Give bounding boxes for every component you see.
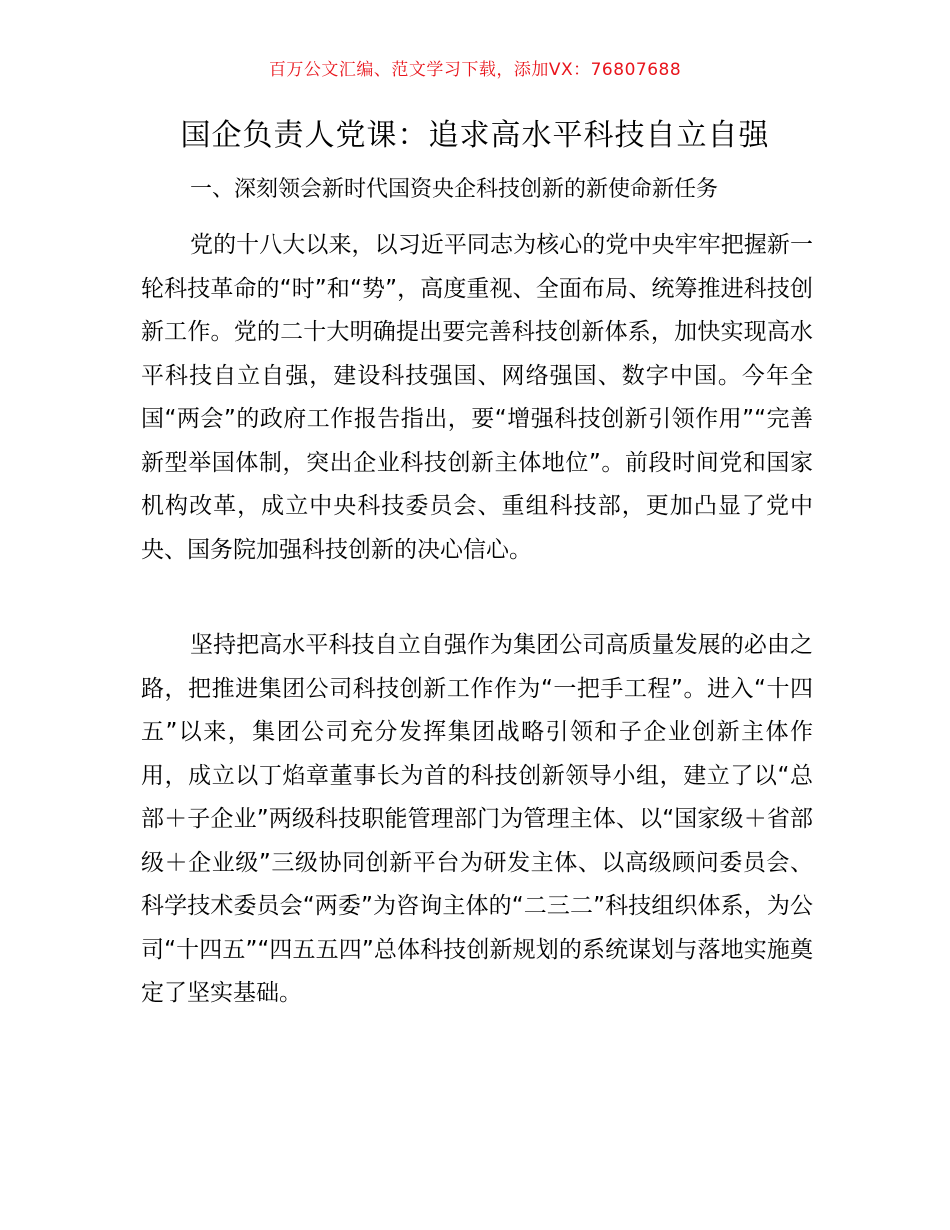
- body-paragraph: 坚持把高水平科技自立自强作为集团公司高质量发展的必由之路，把推进集团公司科技创新工作作为“一把手工程”。进入“十四五”以来，集团公司充分发挥集团战略引领和子企业创新主体作用，成立以丁焰章董事长为首的科技创新领导小组，建立了以“总部＋子企业”两级科技职能管理部门为管理主体、以“国家级＋省部级＋企业级”三级协同创新平台为研发主体、以高级顾问委员会、科学技术委员会“两委”为咨询主体的“二三二”科技组织体系，为公司“十四五”“四五五四”总体科技创新规划的系统谋划与落地实施奠定了坚实基础。: [141, 632, 813, 1006]
- document-title: 国企负责人党课：追求高水平科技自立自强: [180, 118, 770, 153]
- header-banner: 百万公文汇编、范文学习下载，添加VX：76807688: [268, 60, 682, 80]
- body-paragraph: 党的十八大以来，以习近平同志为核心的党中央牢牢把握新一轮科技革命的“时”和“势”，高度重视、全面布局、统筹推进科技创新工作。党的二十大明确提出要完善科技创新体系，加快实现高水平科技自立自强，建设科技强国、网络强国、数字中国。今年全国“两会”的政府工作报告指出，要“增强科技创新引领作用”“完善新型举国体制，突出企业科技创新主体地位”。前段时间党和国家机构改革，成立中央科技委员会、重组科技部，更加凸显了党中央、国务院加强科技创新的决心信心。: [141, 232, 813, 563]
- section-heading: 一、深刻领会新时代国资央企科技创新的新使命新任务: [190, 177, 719, 202]
